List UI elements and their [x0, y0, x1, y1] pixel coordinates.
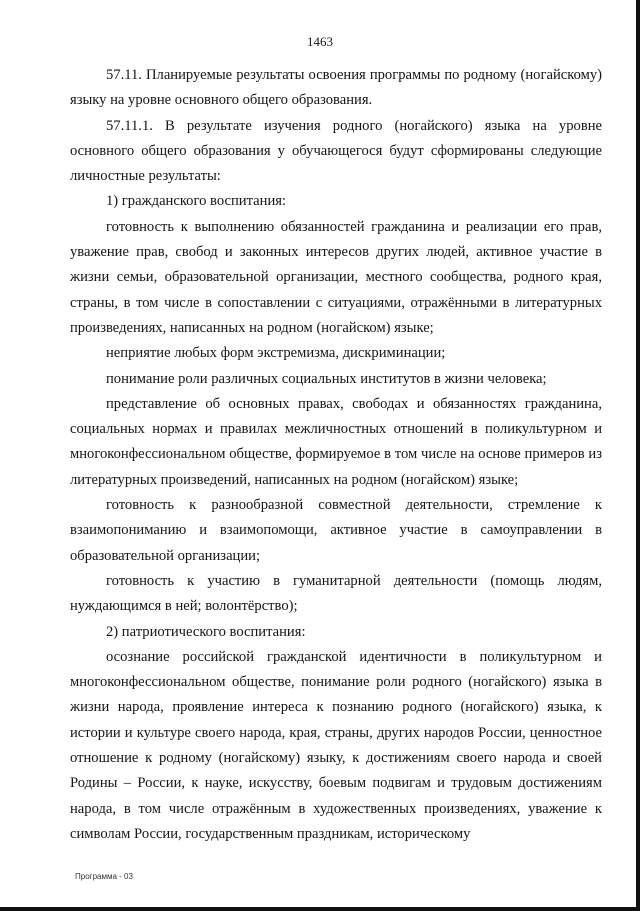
document-body: [70, 63, 602, 847]
paragraph-social-institutions: понимание роли различных социальных институтов в жизни человека;: [106, 370, 547, 387]
paragraph-volunteering: готовность к участию в гуманитарной деятельности (помощь людям, нуждающимся в ней; волонтёрство);: [70, 572, 602, 615]
paragraph-joint-activity: готовность к разнообразной совместной деятельности, стремление к взаимопониманию и взаимопомощи, активное участие в самоуправлении в образовательной организации;: [70, 497, 602, 564]
scan-edge-right: [636, 0, 640, 911]
scan-edge-bottom: [0, 907, 640, 911]
subheading-civic-education: 1) гражданского воспитания:: [106, 193, 287, 210]
footer-program-label: Программа - 03: [75, 872, 133, 881]
paragraph-rights-freedoms: представление об основных правах, свободах и обязанностях гражданина, социальных нормах и правилах межличностных отношений в поликультурном и многоконфессиональном обществе, формируемое в том числе на основе примеров из литературных произведений, написанных на родном (ногайском) языке;: [70, 395, 602, 488]
paragraph-civic-identity: осознание российской гражданской идентичности в поликультурном и многоконфессиональном обществе, понимание роли родного (ногайского) языка в жизни народа, проявление интереса к познанию родного (ногайского) языка, к истории и культуре своего народа, края, страны, других народов России, ценностное отношение к родному (ногайскому) языку, к достижениям своего народа и своей Родины – России, к науке, искусству, боевым подвигам и трудовым достижениям народа, в том числе отражённым в художественных произведениях, уважение к символам России, государственным праздникам, историческому: [70, 648, 602, 842]
page-number: 1463: [307, 34, 333, 49]
section-heading-57-11: 57.11. Планируемые результаты освоения программы по родному (ногайскому) языку на уровне основного общего образования.: [70, 67, 602, 109]
subheading-patriotic-education: 2) патриотического воспитания:: [106, 623, 306, 640]
paragraph-civic-duties: готовность к выполнению обязанностей гражданина и реализации его прав, уважение прав, свобод и законных интересов других людей, активное участие в жизни семьи, образовательной организации, местного сообщества, родного края, страны, в том числе в сопоставлении с ситуациями, отражёнными в литературных произведениях, написанных на родном (ногайском) языке;: [70, 218, 602, 336]
paragraph-57-11-1: 57.11.1. В результате изучения родного (ногайского) языка на уровне основного общего образования у обучающегося будут сформированы следующие личностные результаты:: [70, 117, 602, 185]
paragraph-anti-extremism: неприятие любых форм экстремизма, дискриминации;: [106, 345, 446, 362]
